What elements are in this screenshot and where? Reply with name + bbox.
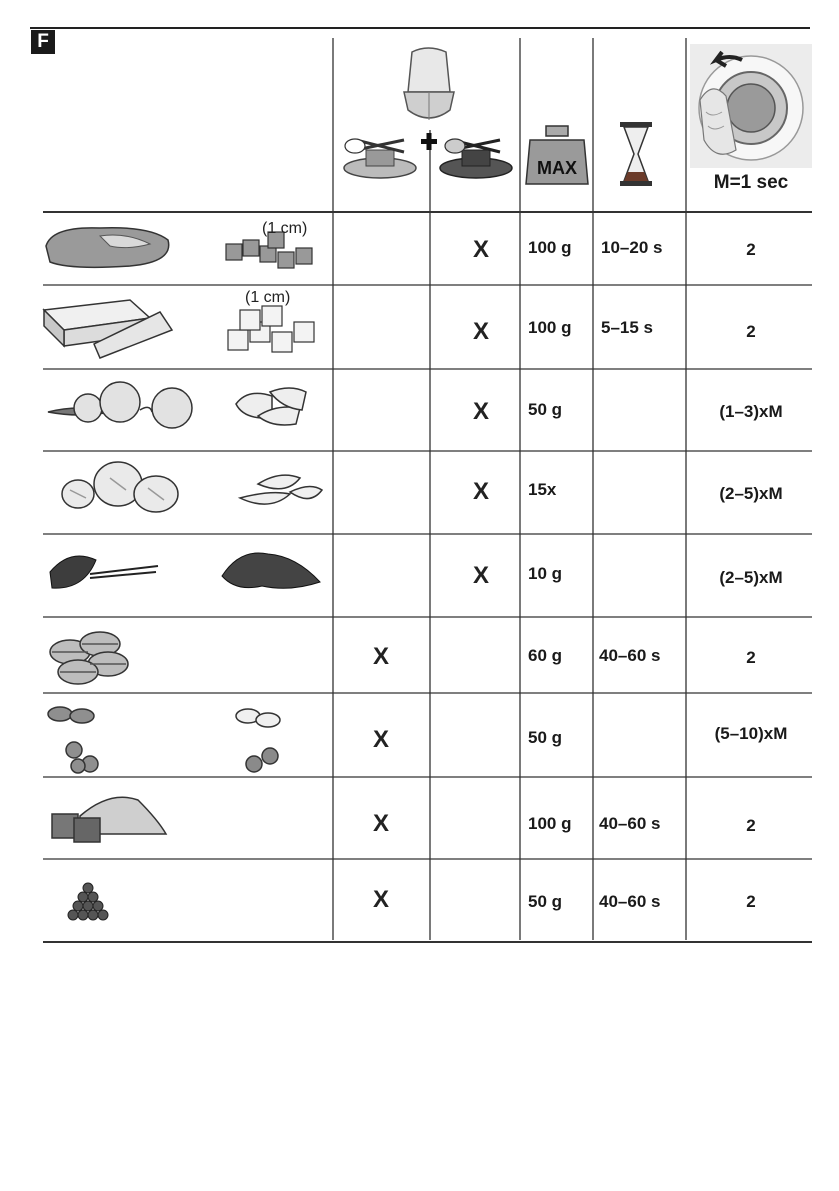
nuts-icon — [48, 707, 98, 773]
speed-dial-icon — [690, 44, 812, 168]
blade-a-mark: X — [372, 643, 389, 670]
time: 5–15 s — [601, 318, 653, 337]
blade-b-mark: X — [472, 562, 489, 589]
time: 40–60 s — [599, 646, 661, 665]
setting: 2 — [746, 892, 756, 911]
hourglass-icon — [620, 122, 652, 186]
blade-b-mark: X — [472, 318, 489, 345]
chopper-bowl-icon — [404, 48, 454, 120]
setting: 2 — [746, 322, 756, 341]
time: 40–60 s — [599, 814, 661, 833]
plus-icon — [421, 133, 437, 150]
peppercorns-icon — [68, 883, 108, 920]
setting: 2 — [746, 240, 756, 259]
blade-b-mark: X — [472, 478, 489, 505]
blade-a-mark: X — [372, 726, 389, 753]
max-qty: 100 g — [528, 238, 572, 257]
nuts-peeled-icon — [236, 709, 280, 772]
max-qty: 50 g — [528, 400, 563, 419]
setting: 2 — [746, 648, 756, 667]
max-qty: 10 g — [528, 564, 563, 583]
setting: (1–3)xM — [719, 402, 783, 421]
blade-a-mark: X — [372, 886, 389, 913]
size-note: (1 cm) — [262, 220, 308, 237]
max-qty: 50 g — [528, 728, 563, 747]
setting: (5–10)xM — [714, 724, 788, 743]
cheese-cubes-icon — [228, 306, 314, 352]
max-qty: 60 g — [528, 646, 563, 665]
herbs-leaves-icon — [222, 553, 320, 588]
max-qty: 100 g — [528, 814, 572, 833]
weight-max-icon — [526, 126, 588, 184]
setting: 2 — [746, 816, 756, 835]
max-qty: 15x — [528, 480, 557, 499]
cheese-icon — [44, 300, 172, 358]
time: 40–60 s — [599, 892, 661, 911]
max-qty: 100 g — [528, 318, 572, 337]
blade-b-icon — [440, 139, 512, 178]
garlic-icon — [62, 462, 178, 512]
herbs-bunch-icon — [50, 556, 158, 588]
max-qty: 50 g — [528, 892, 563, 911]
blade-b-mark: X — [472, 236, 489, 263]
setting: (2–5)xM — [719, 484, 783, 503]
garlic-cloves-icon — [240, 475, 322, 504]
coffee-beans-icon — [50, 632, 128, 684]
blade-a-icon — [344, 139, 416, 178]
size-note: (1 cm) — [245, 289, 291, 306]
onion-icon — [48, 382, 192, 428]
time: 10–20 s — [601, 238, 663, 257]
blade-a-mark: X — [372, 810, 389, 837]
onion-pieces-icon — [236, 388, 306, 425]
setting: (2–5)xM — [719, 568, 783, 587]
sugar-cubes-icon — [52, 797, 166, 842]
meat-icon — [46, 228, 169, 268]
pulse-label: M=1 sec — [713, 172, 789, 193]
section-badge: F — [31, 30, 55, 54]
max-label: MAX — [537, 158, 577, 178]
blade-b-mark: X — [472, 398, 489, 425]
